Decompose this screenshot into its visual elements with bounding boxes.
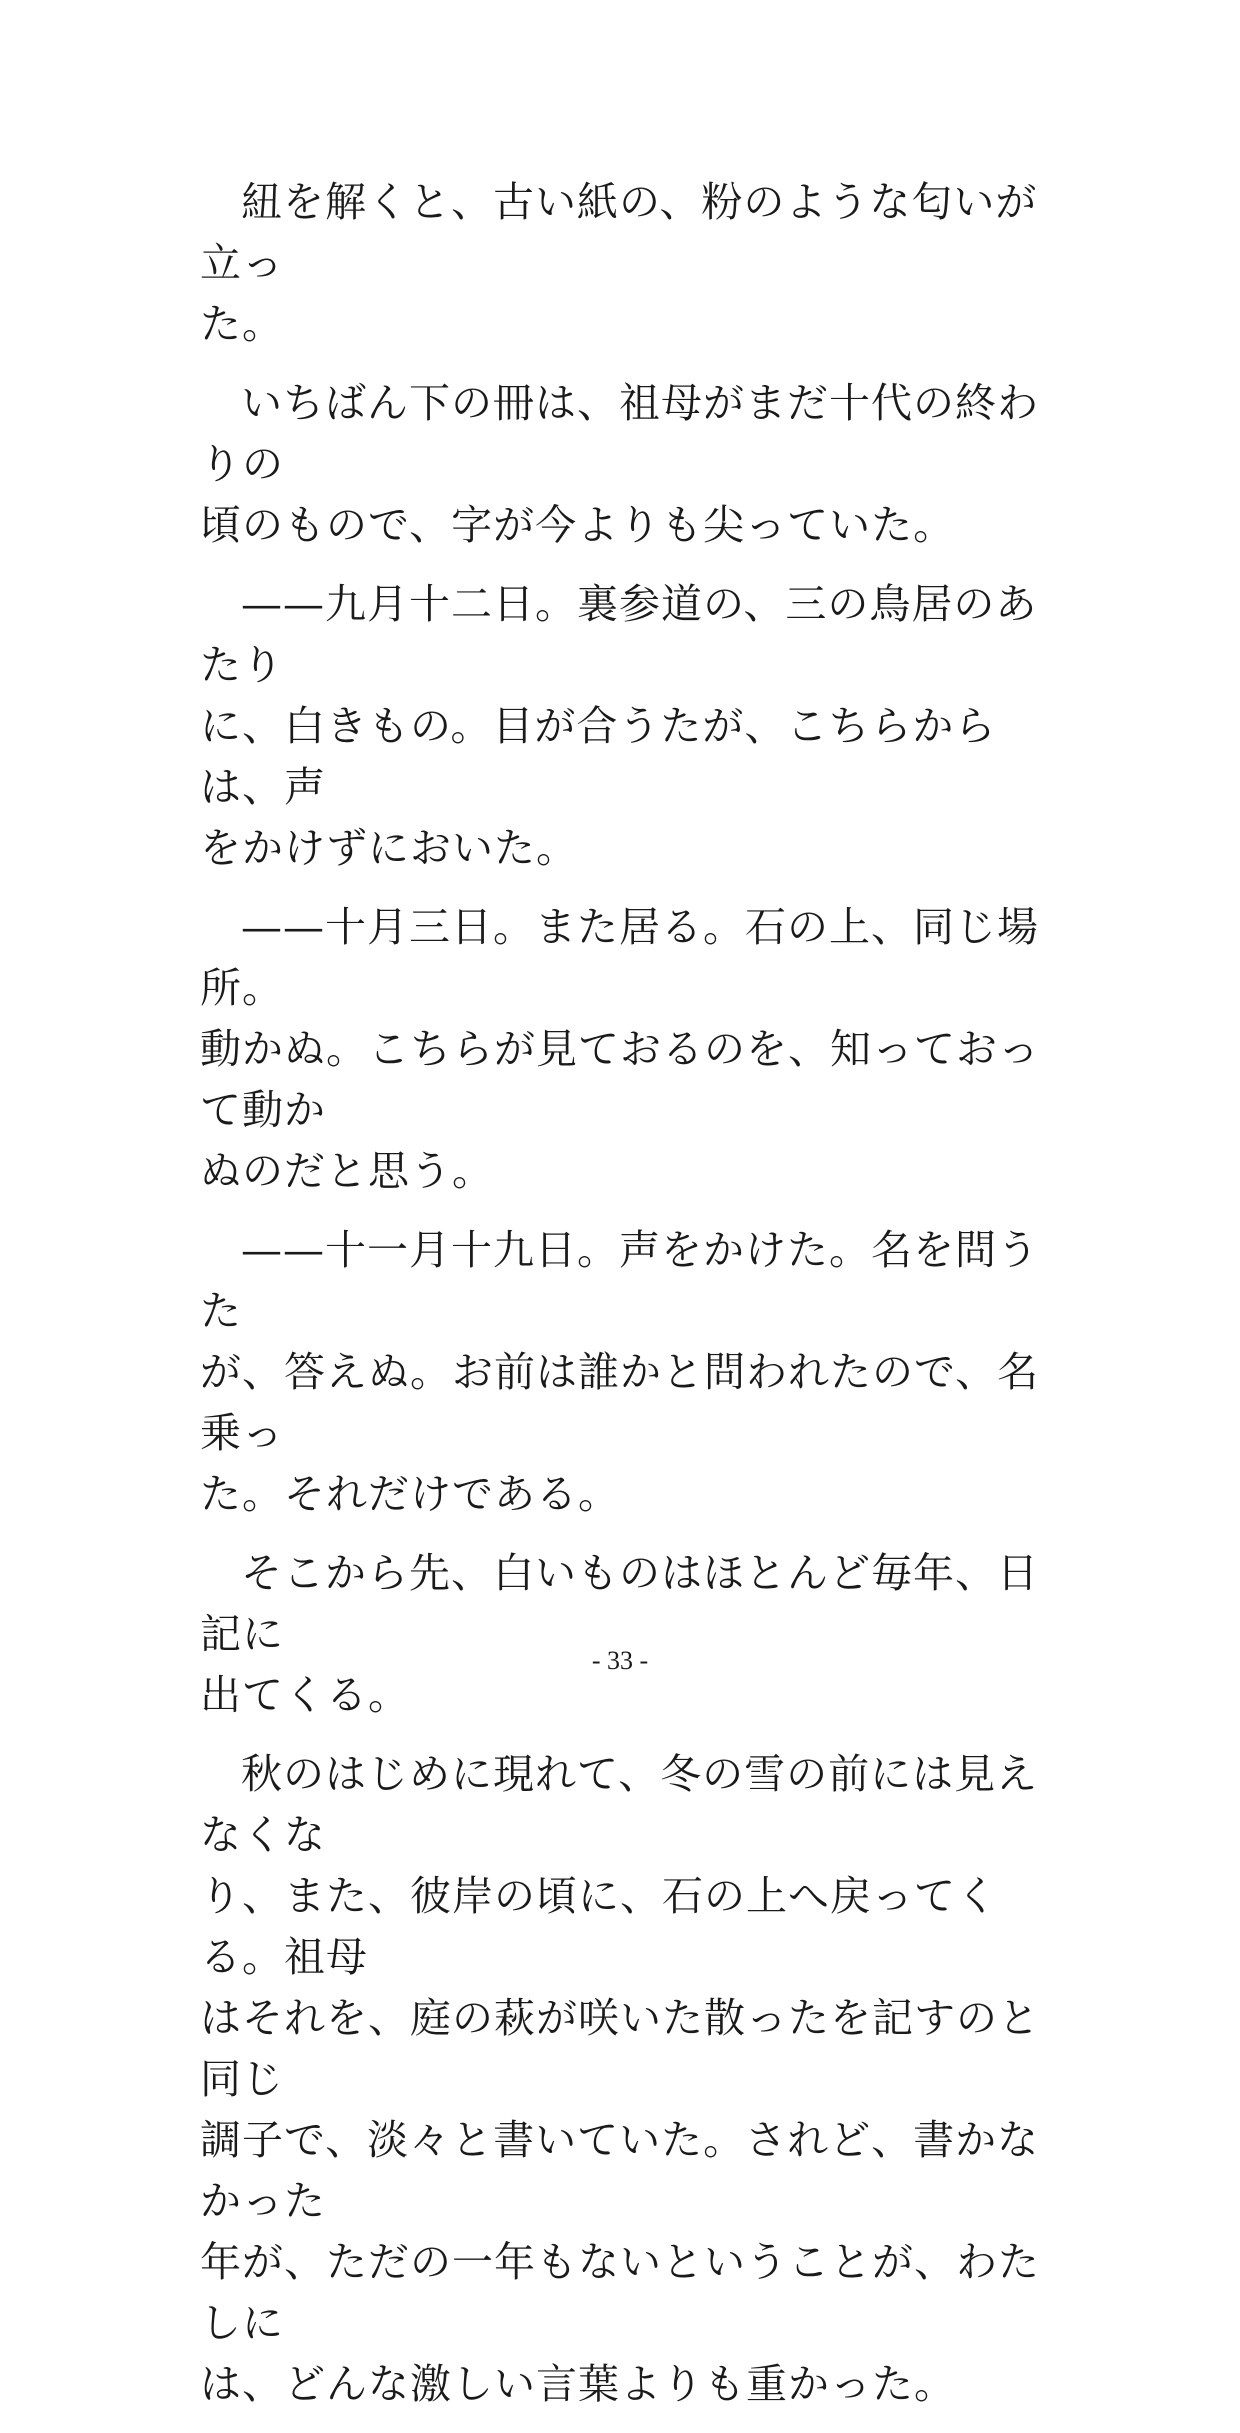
paragraph: 秋のはじめに現れて、冬の雪の前には見えなくな り、また、彼岸の頃に、石の上へ戻ってくる。祖母 はそれを、庭の萩が咲いた散ったを記すのと同じ 調子で、淡々と書いていた。されど、書かなかった 年が、ただの一年もないということが、わたしに は、どんな激しい言葉よりも重かった。 [200,1750,1040,2408]
paragraph: いちばん下の冊は、祖母がまだ十代の終わりの 頃のもので、字が今よりも尖っていた。 [200,379,1039,549]
paragraph: 紐を解くと、古い紙の、粉のような匂いが立っ た。 [200,178,1038,348]
paragraph: ——九月十二日。裏参道の、三の鳥居のあたり に、白きもの。目が合うたが、こちらからは、声 をかけずにおいた。 [200,580,1038,872]
paragraph: ——十月三日。また居る。石の上、同じ場所。 動かぬ。こちらが見ておるのを、知っておって動か ぬのだと思う。 [200,903,1040,1195]
page-number: - 33 - [591,1646,649,1675]
body-text [200,172,1050,2433]
paragraph: そこから先、白いものはほとんど毎年、日記に 出てくる。 [200,1549,1039,1719]
paragraph: ——十一月十九日。声をかけた。名を問うた が、答えぬ。お前は誰かと問われたので、名乗っ た。それだけである。 [200,1226,1040,1518]
